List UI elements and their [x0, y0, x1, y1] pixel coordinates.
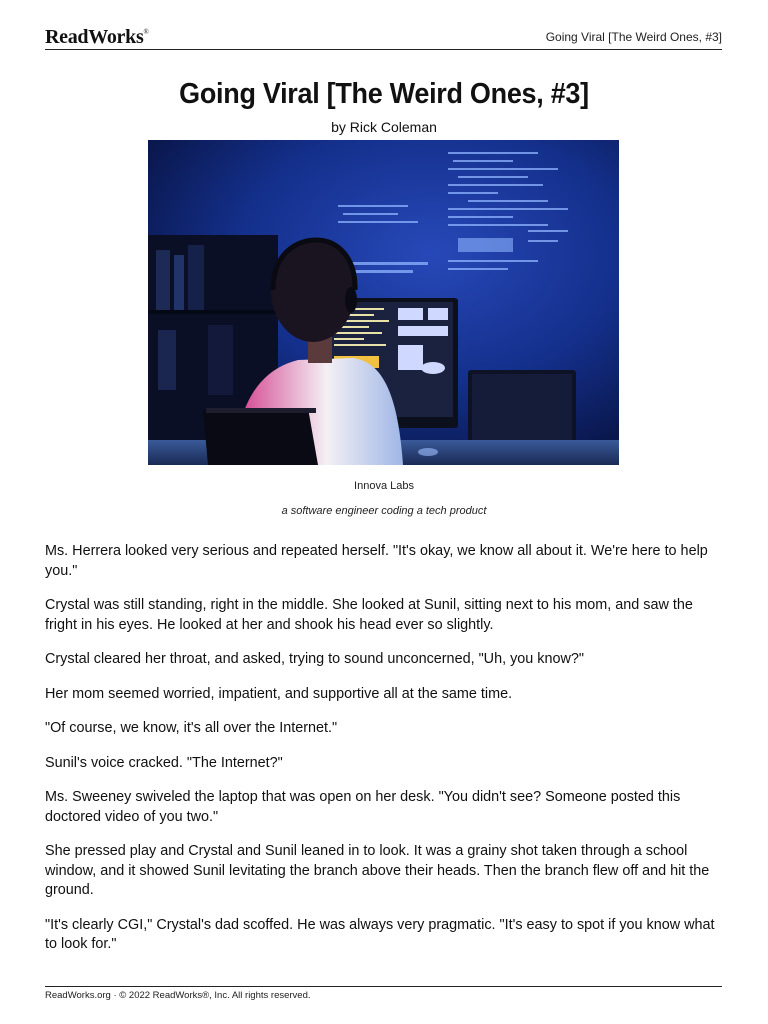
logo-registered-mark: ® — [143, 28, 149, 36]
paragraph: Sunil's voice cracked. "The Internet?" — [45, 754, 283, 771]
footer-copyright: ReadWorks.org · © 2022 ReadWorks®, Inc. All rights reserved. — [45, 990, 311, 1001]
paragraph: Ms. Herrera looked very serious and repeated herself. "It's okay, we know all about it. We're here to help you." — [45, 543, 708, 579]
paragraph: Crystal was still standing, right in the middle. She looked at Sunil, sitting next to his mom, and saw the fright in his eyes. He looked at her and shook his head ever so slightly. — [45, 597, 693, 633]
image-caption: a software engineer coding a tech product — [281, 505, 487, 517]
article-title: Going Viral [The Weird Ones, #3] — [179, 78, 589, 110]
article-byline: by Rick Coleman — [331, 119, 437, 135]
paragraph: Her mom seemed worried, impatient, and supportive all at the same time. — [45, 685, 513, 702]
paragraph: Ms. Sweeney swiveled the laptop that was open on her desk. "You didn't see? Someone posted this doctored video of you two." — [45, 789, 681, 825]
paragraph: Crystal cleared her throat, and asked, trying to sound unconcerned, "Uh, you know?" — [45, 651, 584, 667]
header-divider — [45, 49, 722, 50]
header-doc-title: Going Viral [The Weird Ones, #3] — [545, 30, 722, 44]
logo-text: ReadWorks — [45, 26, 144, 48]
article-photo — [148, 140, 619, 465]
article-body — [45, 542, 725, 970]
paragraph: "It's clearly CGI," Crystal's dad scoffed. He was always very pragmatic. "It's easy to spot if you know what to look for." — [45, 916, 715, 952]
footer-divider — [45, 986, 722, 987]
paragraph: She pressed play and Crystal and Sunil leaned in to look. It was a grainy shot taken through a school window, and it showed Sunil levitating the branch above their heads. Then the branch flew off and hit the ground. — [45, 843, 710, 898]
paragraph: "Of course, we know, it's all over the Internet." — [45, 720, 338, 736]
image-credit: Innova Labs — [354, 480, 414, 492]
readworks-logo — [45, 26, 148, 49]
